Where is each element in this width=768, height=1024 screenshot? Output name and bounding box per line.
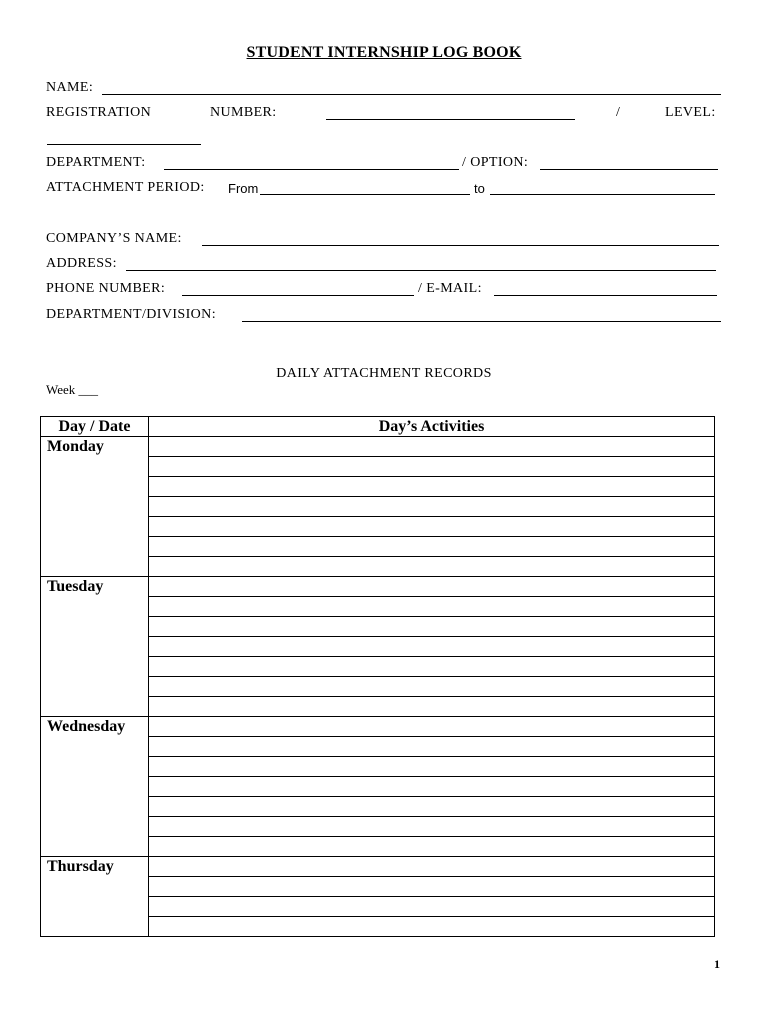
activity-line[interactable] (149, 457, 715, 477)
activity-line[interactable] (149, 557, 715, 577)
email-label: / E-MAIL: (418, 281, 482, 296)
number-label-text: NUMBER (210, 105, 273, 120)
activity-line[interactable] (149, 797, 715, 817)
department-division-label: DEPARTMENT/DIVISION: (46, 307, 216, 322)
department-field[interactable] (164, 169, 459, 170)
section-title: DAILY ATTACHMENT RECORDS (276, 366, 492, 381)
activity-line[interactable] (149, 657, 715, 677)
email-label-text: / E-MAIL (418, 281, 478, 296)
department-label: DEPARTMENT: (46, 155, 146, 170)
activity-line[interactable] (149, 677, 715, 697)
level-label: LEVEL: (665, 105, 716, 120)
phone-number-field[interactable] (182, 295, 414, 296)
to-label: to (474, 181, 485, 196)
week-label: Week ___ (46, 382, 99, 397)
day-cell-wednesday: Wednesday (41, 717, 149, 857)
name-field[interactable] (102, 94, 721, 95)
page-number: 1 (714, 957, 720, 971)
activity-line[interactable] (149, 717, 715, 737)
phone-number-label: PHONE NUMBER: (46, 281, 166, 296)
activities-header: Day’s Activities (149, 417, 715, 437)
company-name-text: COMPANY’S NAME (46, 231, 178, 246)
email-field[interactable] (494, 295, 717, 296)
daily-log-table (40, 416, 715, 937)
attachment-to-field[interactable] (490, 194, 715, 195)
activity-line[interactable] (149, 617, 715, 637)
day-cell-thursday: Thursday (41, 857, 149, 937)
activity-line[interactable] (149, 537, 715, 557)
table-row (41, 717, 715, 737)
table-row (41, 577, 715, 597)
registration-number-field[interactable] (326, 119, 575, 120)
activity-line[interactable] (149, 777, 715, 797)
activity-line[interactable] (149, 897, 715, 917)
attachment-period-text: ATTACHMENT PERIOD (46, 180, 201, 195)
activity-line[interactable] (149, 917, 715, 937)
day-date-header: Day / Date (41, 417, 149, 437)
activity-line[interactable] (149, 737, 715, 757)
activity-line[interactable] (149, 757, 715, 777)
activity-line[interactable] (149, 877, 715, 897)
activity-line[interactable] (149, 517, 715, 537)
activity-line[interactable] (149, 477, 715, 497)
number-label: NUMBER: (210, 105, 277, 120)
name-label: NAME: (46, 80, 94, 95)
activity-line[interactable] (149, 497, 715, 517)
activity-line[interactable] (149, 837, 715, 857)
address-field[interactable] (126, 270, 716, 271)
attachment-period-label: ATTACHMENT PERIOD: (46, 180, 205, 195)
activity-line[interactable] (149, 597, 715, 617)
table-row (41, 437, 715, 457)
activity-line[interactable] (149, 637, 715, 657)
option-field[interactable] (540, 169, 718, 170)
name-label-text: NAME (46, 80, 89, 95)
table-row (41, 857, 715, 877)
activity-line[interactable] (149, 437, 715, 457)
day-cell-monday: Monday (41, 437, 149, 577)
company-name-field[interactable] (202, 245, 719, 246)
department-division-text: DEPARTMENT/DIVISION (46, 307, 212, 322)
level-label-text: LEVEL (665, 105, 712, 120)
department-label-text: DEPARTMENT (46, 155, 142, 170)
level-field[interactable] (47, 144, 201, 145)
slash-separator: / (616, 105, 621, 120)
address-label: ADDRESS: (46, 256, 117, 271)
phone-number-text: PHONE NUMBER (46, 281, 161, 296)
activity-line[interactable] (149, 577, 715, 597)
company-name-label: COMPANY’S NAME: (46, 231, 182, 246)
day-cell-tuesday: Tuesday (41, 577, 149, 717)
registration-label: REGISTRATION (46, 105, 152, 120)
table-header-row (41, 417, 715, 437)
option-label-text: / OPTION (462, 155, 524, 170)
department-division-field[interactable] (242, 321, 721, 322)
activity-line[interactable] (149, 857, 715, 877)
from-label: From (228, 181, 259, 196)
attachment-from-field[interactable] (260, 194, 470, 195)
address-label-text: ADDRESS (46, 256, 113, 271)
option-label: / OPTION: (462, 155, 529, 170)
activity-line[interactable] (149, 817, 715, 837)
activity-line[interactable] (149, 697, 715, 717)
page-title: STUDENT INTERNSHIP LOG BOOK (246, 44, 522, 61)
